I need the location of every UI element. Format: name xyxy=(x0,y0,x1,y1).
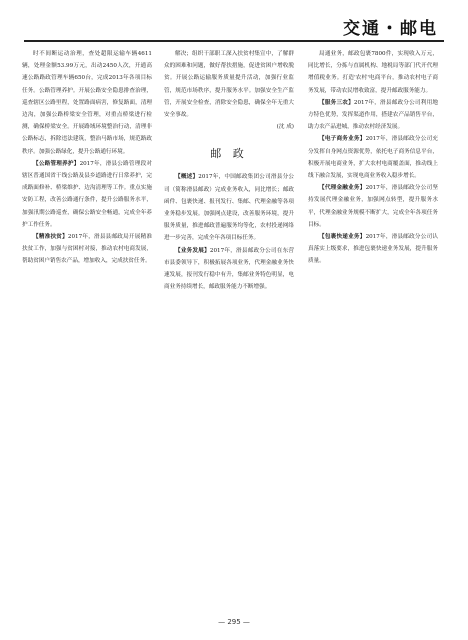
paragraph-tag: 【公路管理养护】 xyxy=(33,160,80,167)
header-rule xyxy=(24,40,444,42)
paragraph-text: 2017年，中国邮政集团公司滑县分公司（简称滑县邮政）完成业务收入，同比增长；邮政函件、包裹快递、报刊发行、集邮、代理金融等各项业务稳步发展。加强网点建设，改善服务环境，提升服务质量，推进邮政普遍服务均等化，农村投递网络进一步完善，完成全年各项目标任务。 xyxy=(164,174,294,242)
paragraph xyxy=(308,182,438,231)
paragraph-text: 解决；组织干部职工深入扶贫村集宣中，了解群众的困难和问题，做好帮扶措施，促进贫困户增收脱贫。开展公路运输服务质量提升活动，加强行业监管，规范市场秩序，提升服务水平。加强安全生产监管，开展安全检查，消除安全隐患，确保全年无重大安全事故。 xyxy=(164,51,294,119)
paragraph-text: 2017年，滑县邮政分公司充分发挥自身网点资源优势，依托电子商务信息平台，积极开展电商业务，扩大农村电商覆盖面，推动线上线下融合发展，实现电商业务收入稳步增长。 xyxy=(308,136,438,180)
paragraph-tag: 【电子商务业务】 xyxy=(319,136,366,143)
paragraph-text: 2017年，滑县邮政分公司坚持发展代理金融业务，加强网点转型，提升服务水平，代理金融业务规模不断扩大，完成全年各项任务目标。 xyxy=(308,185,438,228)
paragraph-text: 2017年，滑县公路管理段对辖区普通国省干线公路及县乡道路进行日常养护，完成路面修补、桥梁维护、边沟清理等工作。重点实施安防工程，改善公路通行条件，提升公路服务水平，加强汛期公路巡查，确保公路安全畅通，完成全年养护工作任务。 xyxy=(22,160,152,228)
text-column-1 xyxy=(22,48,152,613)
paragraph-tag: 【代理金融业务】 xyxy=(319,185,366,192)
text-column-3 xyxy=(308,48,438,613)
paragraph xyxy=(308,231,438,268)
paragraph xyxy=(22,48,152,158)
paragraph-tag: 【概述】 xyxy=(175,174,199,181)
paragraph xyxy=(308,97,438,134)
paragraph xyxy=(308,48,438,97)
paragraph-tag: 【业务发展】 xyxy=(175,247,210,254)
paragraph-text: 2017年，滑县县邮政局开展精准扶贫工作，加强与贫困村对接，推动农村电商发展，帮助贫困户销售农产品，增加收入，完成扶贫任务。 xyxy=(22,234,152,265)
paragraph-tag: 【包裹快递业务】 xyxy=(319,234,366,241)
paragraph xyxy=(164,171,294,244)
page-header xyxy=(0,0,468,44)
paragraph-text: 2017年，滑县邮政分公司在东营市县委领导下，积极拓展各项业务，代理金融业务快速发展，报刊发行稳中有升，集邮业务特色明显，电商业务持续增长，邮政服务能力不断增强。 xyxy=(164,247,294,291)
section-title: 交通・邮电 xyxy=(343,19,438,39)
paragraph xyxy=(22,231,152,268)
page-number: — 295 — xyxy=(218,618,250,626)
section-heading: 邮 政 xyxy=(210,147,248,161)
paragraph-text: (沈 成) xyxy=(276,124,294,131)
paragraph xyxy=(164,48,294,121)
paragraph-tag: 【精准扶贫】 xyxy=(33,234,68,241)
paragraph-text: 时不间断运动治理，查处超限运输车辆4611辆，处理金额53.99万元，出动2450人次，开通高速公路路政管理车辆650台，完成2013年各项目标任务。公路管理养护。开展公路安全隐患排查治理，巡查辖区公路里程，处置路面病害，修复路面，清理边沟，加强公路桥梁安全管理，对重点桥梁进行检测，确保桥梁安全。开展路域环境整治行动，清理非公路标志，拆除违法建筑，整治马路市场，规范路政秩序。加强公路绿化，提升公路通行环境。 xyxy=(22,51,152,155)
paragraph-text: 2017年，滑县邮政分公司利用地方特色优势，发挥渠道作用，搭建农产品销售平台，助力农产品进城，推动农村经济发展。 xyxy=(308,99,438,131)
paragraph-text: 2017年，滑县邮政分公司认真落实上级要求，推进包裹快递业务发展，提升服务质量。 xyxy=(308,234,438,265)
paragraph xyxy=(164,245,294,294)
paragraph xyxy=(308,133,438,182)
text-column-2 xyxy=(164,48,294,613)
paragraph xyxy=(22,158,152,231)
paragraph-tag: 【服务三农】 xyxy=(319,99,354,106)
author-credit xyxy=(164,121,294,133)
paragraph-text: 局通业务，邮政包裹7800件，实现收入万元，同比增长，分拣与直属机构、地税局等部门代开代理增值税业务。打造'农村'电商平台，推动农村电子商务发展，带动农民增收致富，提升邮政服务能力。 xyxy=(308,51,438,94)
